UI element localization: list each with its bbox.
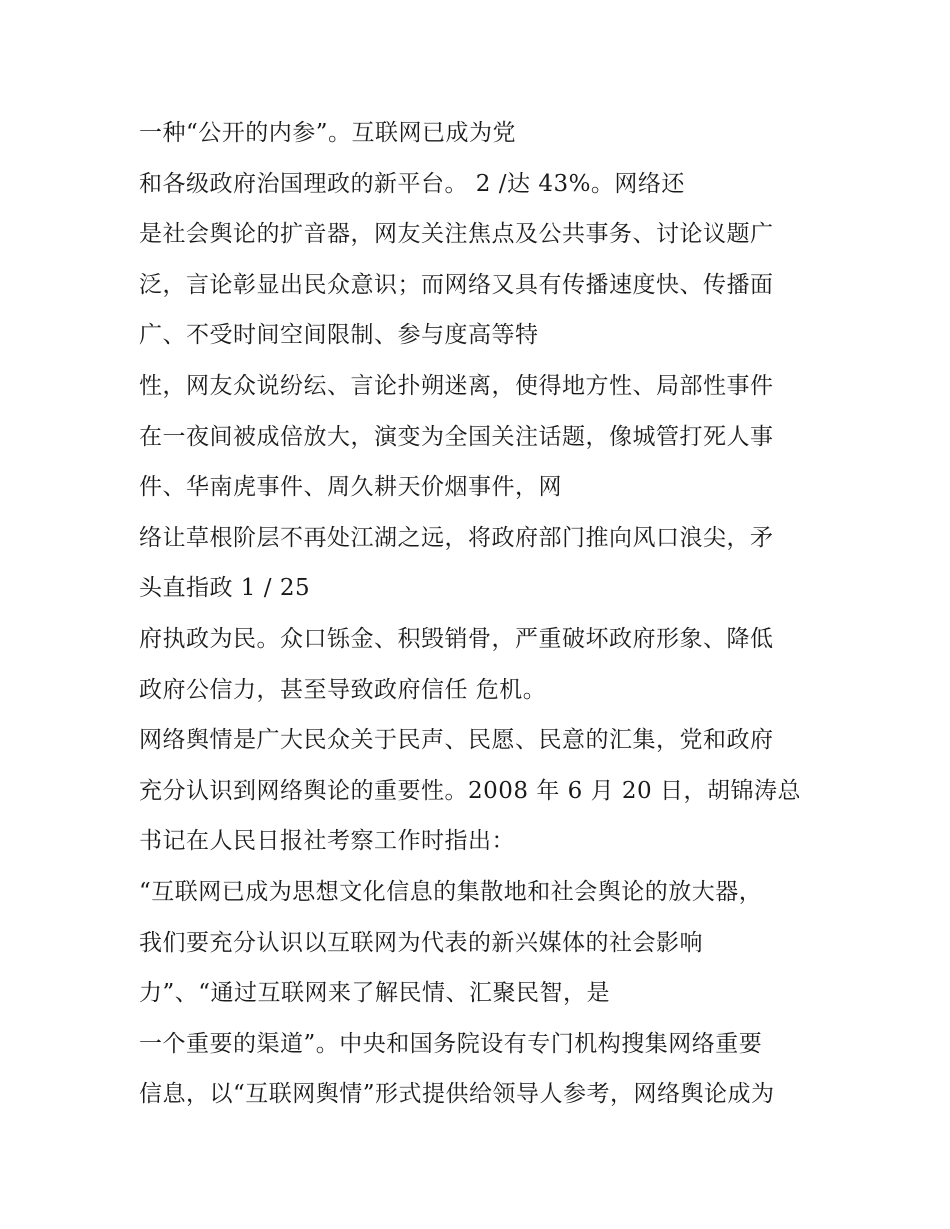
body-text — [139, 108, 829, 1120]
text-line-4: 泛，言论彰显出民众意识；而网络又具有传播速度快、传播面 — [139, 271, 774, 298]
text-line-19: 一个重要的渠道”。中央和国务院设有专门机构搜集网络重要 — [139, 1030, 763, 1057]
text-line-8: 件、华南虎事件、周久耕天价烟事件，网 — [139, 474, 562, 501]
text-line-16: “互联网已成为思想文化信息的集散地和社会舆论的放大器， — [139, 878, 763, 905]
text-line-17: 我们要充分认识以互联网为代表的新兴媒体的社会影响 — [139, 929, 703, 956]
text-line-2: 和各级政府治国理政的新平台。 2 /达 43%。网络还 — [139, 170, 685, 197]
text-line-5: 广、不受时间空间限制、参与度高等特 — [139, 322, 539, 349]
text-line-7: 在一夜间被成倍放大，演变为全国关注话题，像城管打死人事 — [139, 423, 774, 450]
text-line-14: 充分认识到网络舆论的重要性。2008 年 6 月 20 日，胡锦涛总 — [139, 777, 801, 804]
text-line-1: 一种“公开的内参”。互联网已成为党 — [139, 120, 517, 146]
text-line-11: 府执政为民。众口铄金、积毁销骨，严重破坏政府形象、降低 — [139, 625, 774, 652]
text-line-6: 性，网友众说纷纭、言论扑朔迷离，使得地方性、局部性事件 — [139, 372, 774, 399]
text-line-3: 是社会舆论的扩音器，网友关注焦点及公共事务、讨论议题广 — [139, 221, 774, 248]
text-line-12: 政府公信力，甚至导致政府信任 危机。 — [139, 676, 547, 703]
text-line-9: 络让草根阶层不再处江湖之远，将政府部门推向风口浪尖，矛 — [139, 524, 774, 551]
text-line-15: 书记在人民日报社考察工作时指出： — [139, 828, 515, 855]
text-line-18: 力”、“通过互联网来了解民情、汇聚民智，是 — [139, 980, 611, 1007]
text-line-20: 信息，以“互联网舆情”形式提供给领导人参考，网络舆论成为 — [139, 1081, 775, 1108]
text-line-13: 网络舆情是广大民众关于民声、民愿、民意的汇集，党和政府 — [139, 727, 774, 754]
text-line-10: 头直指政 1 / 25 — [139, 575, 311, 602]
